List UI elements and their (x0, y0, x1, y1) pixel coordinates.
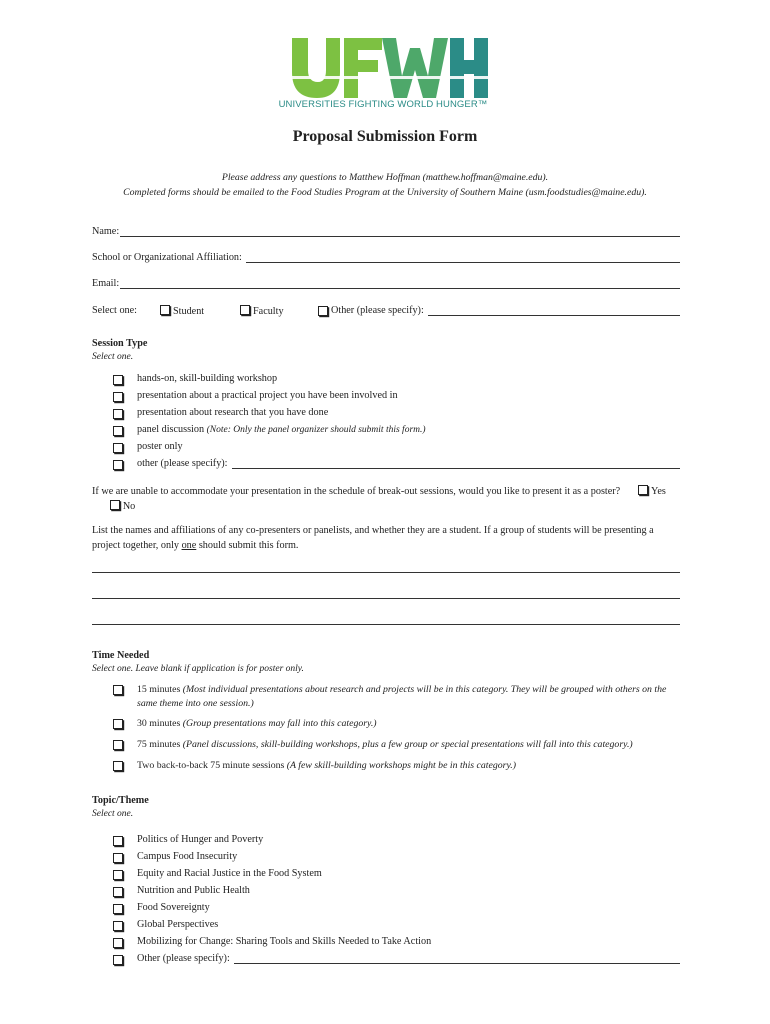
topic-option[interactable]: Campus Food Insecurity (113, 851, 680, 862)
topic-heading: Topic/Theme (92, 795, 149, 806)
copresenters-instruction: List the names and affiliations of any co-presenters or panelists, and whether they are a student. If a group of students will be presenting a project together, only one should submit this form. (92, 525, 654, 551)
checkbox-icon[interactable] (113, 460, 123, 470)
name-label: Name: (92, 226, 120, 237)
checkbox-icon[interactable] (240, 305, 250, 315)
topic-option[interactable]: Politics of Hunger and Poverty (113, 834, 680, 845)
checkbox-icon[interactable] (113, 887, 123, 897)
poster-yes[interactable]: Yes (638, 486, 666, 497)
logo-subtitle: UNIVERSITIES FIGHTING WORLD HUNGER™ (278, 99, 488, 110)
checkbox-icon[interactable] (113, 904, 123, 914)
email-label: Email: (92, 278, 120, 289)
checkbox-icon[interactable] (318, 306, 328, 316)
form-title: Proposal Submission Form (292, 128, 478, 145)
session-option[interactable]: poster only (113, 441, 680, 452)
poster-no[interactable]: No (110, 501, 135, 512)
checkbox-icon[interactable] (113, 870, 123, 880)
session-option-other[interactable]: other (please specify): (113, 458, 680, 469)
name-field[interactable] (92, 226, 680, 237)
affiliation-label: School or Organizational Affiliation: (92, 252, 242, 263)
affiliation-field[interactable] (92, 252, 680, 263)
topic-option[interactable]: Global Perspectives (113, 919, 680, 930)
topic-option[interactable]: Food Sovereignty (113, 902, 680, 913)
checkbox-icon[interactable] (113, 426, 123, 436)
checkbox-icon[interactable] (160, 305, 170, 315)
role-other-line[interactable] (428, 307, 680, 316)
time-heading: Time Needed (92, 650, 150, 661)
email-line[interactable] (120, 280, 680, 289)
copresenters-line[interactable] (92, 624, 680, 625)
checkbox-icon[interactable] (113, 375, 123, 385)
time-option[interactable]: 15 minutes (Most individual presentations about research and projects will be in this category. They will be grouped with others on the same theme into one session.) (113, 683, 682, 711)
checkbox-icon[interactable] (113, 955, 123, 965)
affiliation-line[interactable] (246, 254, 680, 263)
contact-note: Please address any questions to Matthew Hoffman (matthew.hoffman@maine.edu). (221, 172, 549, 183)
checkbox-icon[interactable] (113, 938, 123, 948)
panel-note: (Note: Only the panel organizer should submit this form.) (206, 425, 426, 435)
topic-instruction: Select one. (92, 809, 134, 819)
time-option[interactable]: 75 minutes (Panel discussions, skill-building workshops, plus a few group or special presentations will fall into this category.) (113, 738, 682, 752)
role-student[interactable]: Student (160, 305, 204, 317)
checkbox-icon[interactable] (113, 392, 123, 402)
checkbox-icon[interactable] (113, 685, 123, 695)
session-option[interactable]: presentation about research that you have done (113, 407, 680, 418)
session-other-line[interactable] (232, 460, 680, 469)
checkbox-icon[interactable] (113, 761, 123, 771)
session-option[interactable]: presentation about a practical project you have been involved in (113, 390, 680, 401)
topic-other-line[interactable] (234, 955, 680, 964)
checkbox-icon[interactable] (110, 500, 120, 510)
poster-question: If we are unable to accommodate your presentation in the schedule of break-out sessions, would you like to present it as a poster? Yes No (92, 486, 666, 512)
role-other[interactable]: Other (please specify): (318, 305, 680, 316)
checkbox-icon[interactable] (638, 485, 648, 495)
session-option[interactable]: panel discussion (Note: Only the panel organizer should submit this form.) (113, 424, 680, 435)
topic-option[interactable]: Nutrition and Public Health (113, 885, 680, 896)
session-heading: Session Type (92, 338, 148, 349)
time-instruction: Select one. Leave blank if application is for poster only. (92, 664, 304, 674)
name-line[interactable] (120, 228, 680, 237)
topic-option-other[interactable]: Other (please specify): (113, 953, 680, 964)
submission-note: Completed forms should be emailed to the Food Studies Program at the University of Southern Maine (usm.foodstudies@maine.edu). (123, 187, 647, 198)
topic-option[interactable]: Mobilizing for Change: Sharing Tools and Skills Needed to Take Action (113, 936, 680, 947)
email-field[interactable] (92, 278, 680, 289)
copresenters-line[interactable] (92, 572, 680, 573)
session-instruction: Select one. (92, 352, 134, 362)
checkbox-icon[interactable] (113, 740, 123, 750)
time-option[interactable]: 30 minutes (Group presentations may fall into this category.) (113, 717, 682, 731)
checkbox-icon[interactable] (113, 719, 123, 729)
session-option[interactable]: hands-on, skill-building workshop (113, 373, 680, 384)
checkbox-icon[interactable] (113, 921, 123, 931)
checkbox-icon[interactable] (113, 443, 123, 453)
role-label: Select one: (92, 305, 137, 316)
topic-option[interactable]: Equity and Racial Justice in the Food System (113, 868, 680, 879)
time-option[interactable]: Two back-to-back 75 minute sessions (A few skill-building workshops might be in this category.) (113, 759, 682, 773)
checkbox-icon[interactable] (113, 836, 123, 846)
role-faculty[interactable]: Faculty (240, 305, 284, 317)
copresenters-line[interactable] (92, 598, 680, 599)
checkbox-icon[interactable] (113, 853, 123, 863)
checkbox-icon[interactable] (113, 409, 123, 419)
